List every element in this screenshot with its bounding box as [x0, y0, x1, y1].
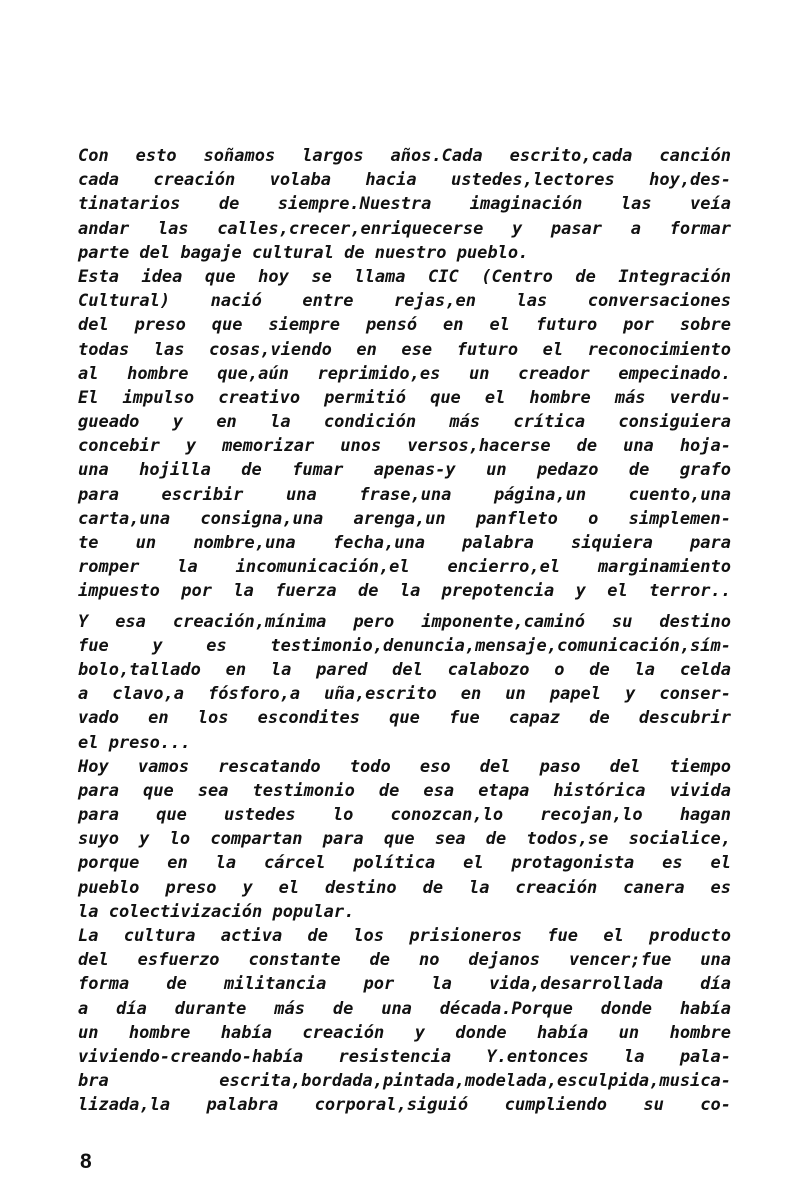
text-line: El impulso creativo permitió que el hombre más verdu- — [78, 387, 731, 408]
text-line: vado en los escondites que fue capaz de descubrir — [78, 708, 731, 729]
text-line: te un nombre,una fecha,una palabra siquiera para — [78, 533, 731, 553]
text-line: para que sea testimonio de esa etapa histórica vivida — [78, 780, 731, 801]
text-line: cada creación volaba hacia ustedes,lectores hoy,des- — [78, 170, 731, 191]
text-line: porque en la cárcel política el protagonista es el — [78, 853, 731, 874]
text-line: todas las cosas,viendo en ese futuro el reconocimiento — [78, 339, 731, 360]
text-line: andar las calles,crecer,enriquecerse y pasar a formar — [78, 218, 731, 239]
text-line: parte del bagaje cultural de nuestro pueblo. — [78, 242, 529, 263]
text-line: suyo y lo compartan para que sea de todos,se socialice, — [78, 829, 731, 850]
text-line: concebir y memorizar unos versos,hacerse de una hoja- — [78, 436, 731, 457]
text-line: Esta idea que hoy se llama CIC (Centro de Integración — [78, 266, 731, 287]
text-line: tinatarios de siempre.Nuestra imaginación las veía — [78, 194, 731, 215]
text-line: un hombre había creación y donde había un hombre — [78, 1022, 731, 1043]
text-line: del esfuerzo constante de no dejanos vencer;fue una — [78, 950, 731, 971]
text-line: fue y es testimonio,denuncia,mensaje,comunicación,sím- — [78, 635, 731, 656]
text-line: una hojilla de fumar apenas-y un pedazo de grafo — [78, 460, 731, 481]
text-line: La cultura activa de los prisioneros fue el producto — [78, 926, 731, 946]
text-line: del preso que siempre pensó en el futuro por sobre — [78, 315, 731, 336]
text-line: pueblo preso y el destino de la creación canera es — [78, 877, 731, 898]
text-line: bolo,tallado en la pared del calabozo o de la celda — [78, 659, 731, 680]
body-text — [78, 144, 731, 1118]
text-line: Y esa creación,mínima pero imponente,caminó su destino — [78, 611, 731, 632]
text-line: lizada,la palabra corporal,siguió cumpliendo su co- — [78, 1095, 731, 1116]
text-line: para que ustedes lo conozcan,lo recojan,lo hagan — [78, 805, 731, 826]
text-line: al hombre que,aún reprimido,es un creador empecinado. — [78, 363, 731, 384]
text-line: la colectivización popular. — [78, 901, 355, 922]
text-line: bra escrita,bordada,pintada,modelada,esculpida,musica- — [78, 1071, 731, 1092]
text-line: gueado y en la condición más crítica consiguiera — [78, 412, 731, 433]
text-line: impuesto por la fuerza de la prepotencia y el terror.. — [78, 581, 731, 602]
text-line: romper la incomunicación,el encierro,el marginamiento — [78, 557, 731, 578]
text-line: carta,una consigna,una arenga,un panfleto o simplemen- — [78, 508, 731, 529]
text-line: para escribir una frase,una página,un cuento,una — [78, 484, 731, 505]
text-line: el preso... — [78, 732, 191, 753]
text-line: forma de militancia por la vida,desarrollada día — [78, 974, 731, 995]
text-line: a clavo,a fósforo,a uña,escrito en un papel y conser- — [78, 684, 731, 705]
page-number: 8 — [80, 1150, 92, 1173]
text-line: a día durante más de una década.Porque donde había — [78, 998, 731, 1019]
text-line: viviendo-creando-había resistencia Y.entonces la pala- — [78, 1046, 731, 1067]
text-line: Cultural) nació entre rejas,en las conversaciones — [78, 291, 731, 312]
text-line: Hoy vamos rescatando todo eso del paso del tiempo — [78, 756, 731, 777]
text-line: Con esto soñamos largos años.Cada escrito,cada canción — [78, 146, 731, 166]
